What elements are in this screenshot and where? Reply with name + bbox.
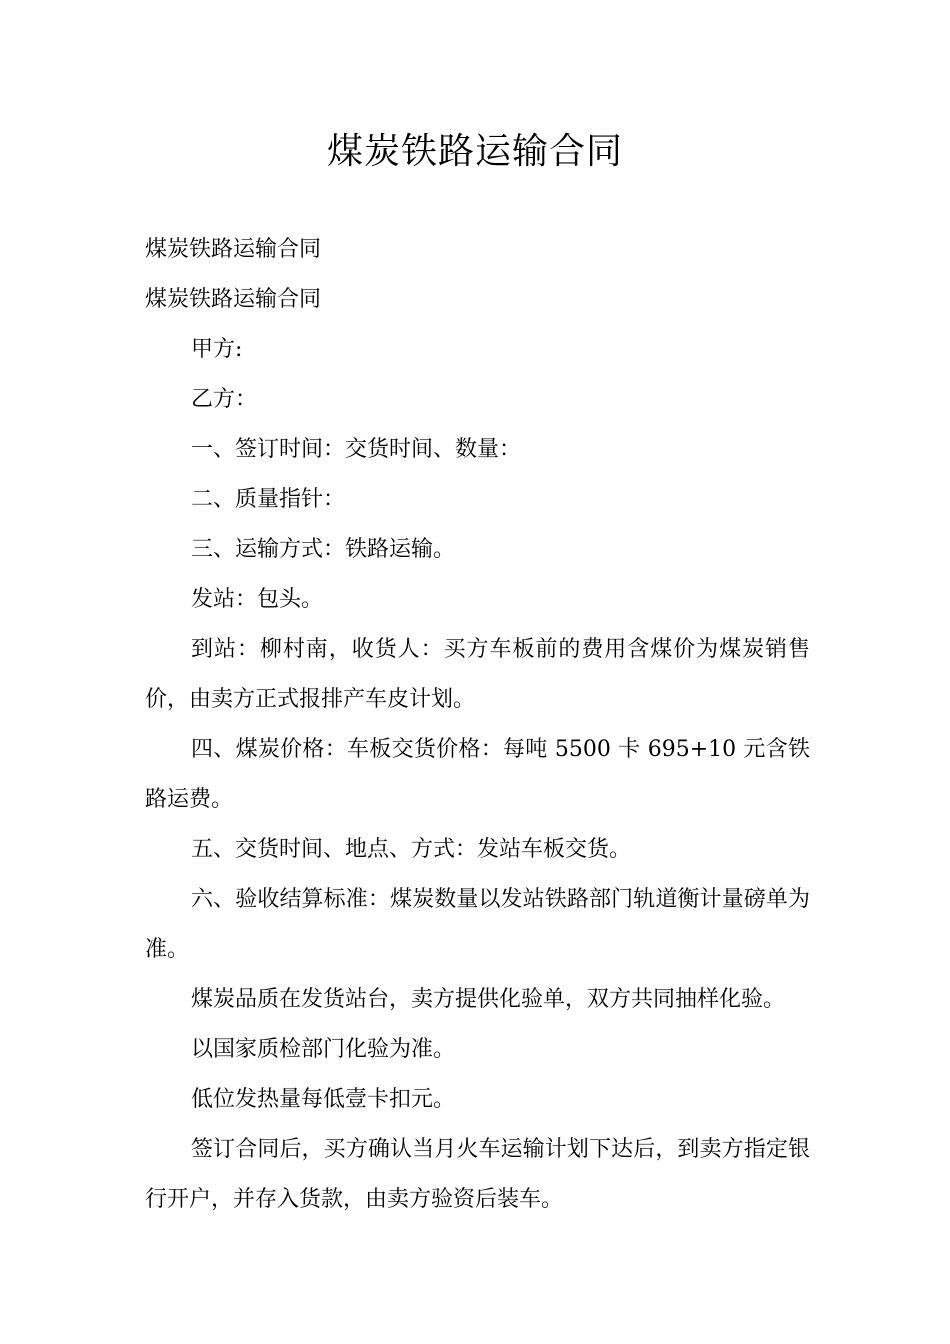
paragraph-heading-2: 煤炭铁路运输合同 bbox=[145, 287, 322, 312]
paragraph-quality-sampling: 煤炭品质在发货站台，卖方提供化验单，双方共同抽样化验。 bbox=[191, 987, 786, 1012]
document-title: 煤炭铁路运输合同 bbox=[326, 131, 623, 172]
paragraph-clause-1: 一、签订时间：交货时间、数量： bbox=[191, 437, 522, 462]
paragraph-party-a: 甲方: bbox=[191, 337, 243, 362]
paragraph-arrival-station: 到站：柳村南，收货人：买方车板前的费用含煤价为煤炭销售价，由卖方正式报排产车皮计划。 bbox=[145, 637, 810, 712]
paragraph-clause-3: 三、运输方式：铁路运输。 bbox=[191, 537, 456, 562]
paragraph-party-b: 乙方： bbox=[191, 387, 258, 412]
paragraph-clause-5: 五、交货时间、地点、方式：发站车板交货。 bbox=[191, 837, 632, 862]
paragraph-clause-4: 四、煤炭价格：车板交货价格：每吨 5500 卡 695+10 元含铁路运费。 bbox=[145, 737, 810, 812]
paragraph-clause-6: 六、验收结算标准：煤炭数量以发站铁路部门轨道衡计量磅单为准。 bbox=[145, 887, 810, 962]
paragraph-payment-terms: 签订合同后，买方确认当月火车运输计划下达后，到卖方指定银行开户，并存入货款，由卖方验资后装车。 bbox=[145, 1137, 810, 1212]
paragraph-heading-1: 煤炭铁路运输合同 bbox=[145, 237, 322, 262]
paragraph-departure-station: 发站：包头。 bbox=[191, 587, 324, 612]
paragraph-quality-authority: 以国家质检部门化验为准。 bbox=[191, 1037, 456, 1062]
document-body bbox=[145, 225, 810, 1225]
paragraph-heat-deduction: 低位发热量每低壹卡扣元。 bbox=[191, 1087, 456, 1112]
paragraph-clause-2: 二、质量指针： bbox=[191, 487, 346, 512]
